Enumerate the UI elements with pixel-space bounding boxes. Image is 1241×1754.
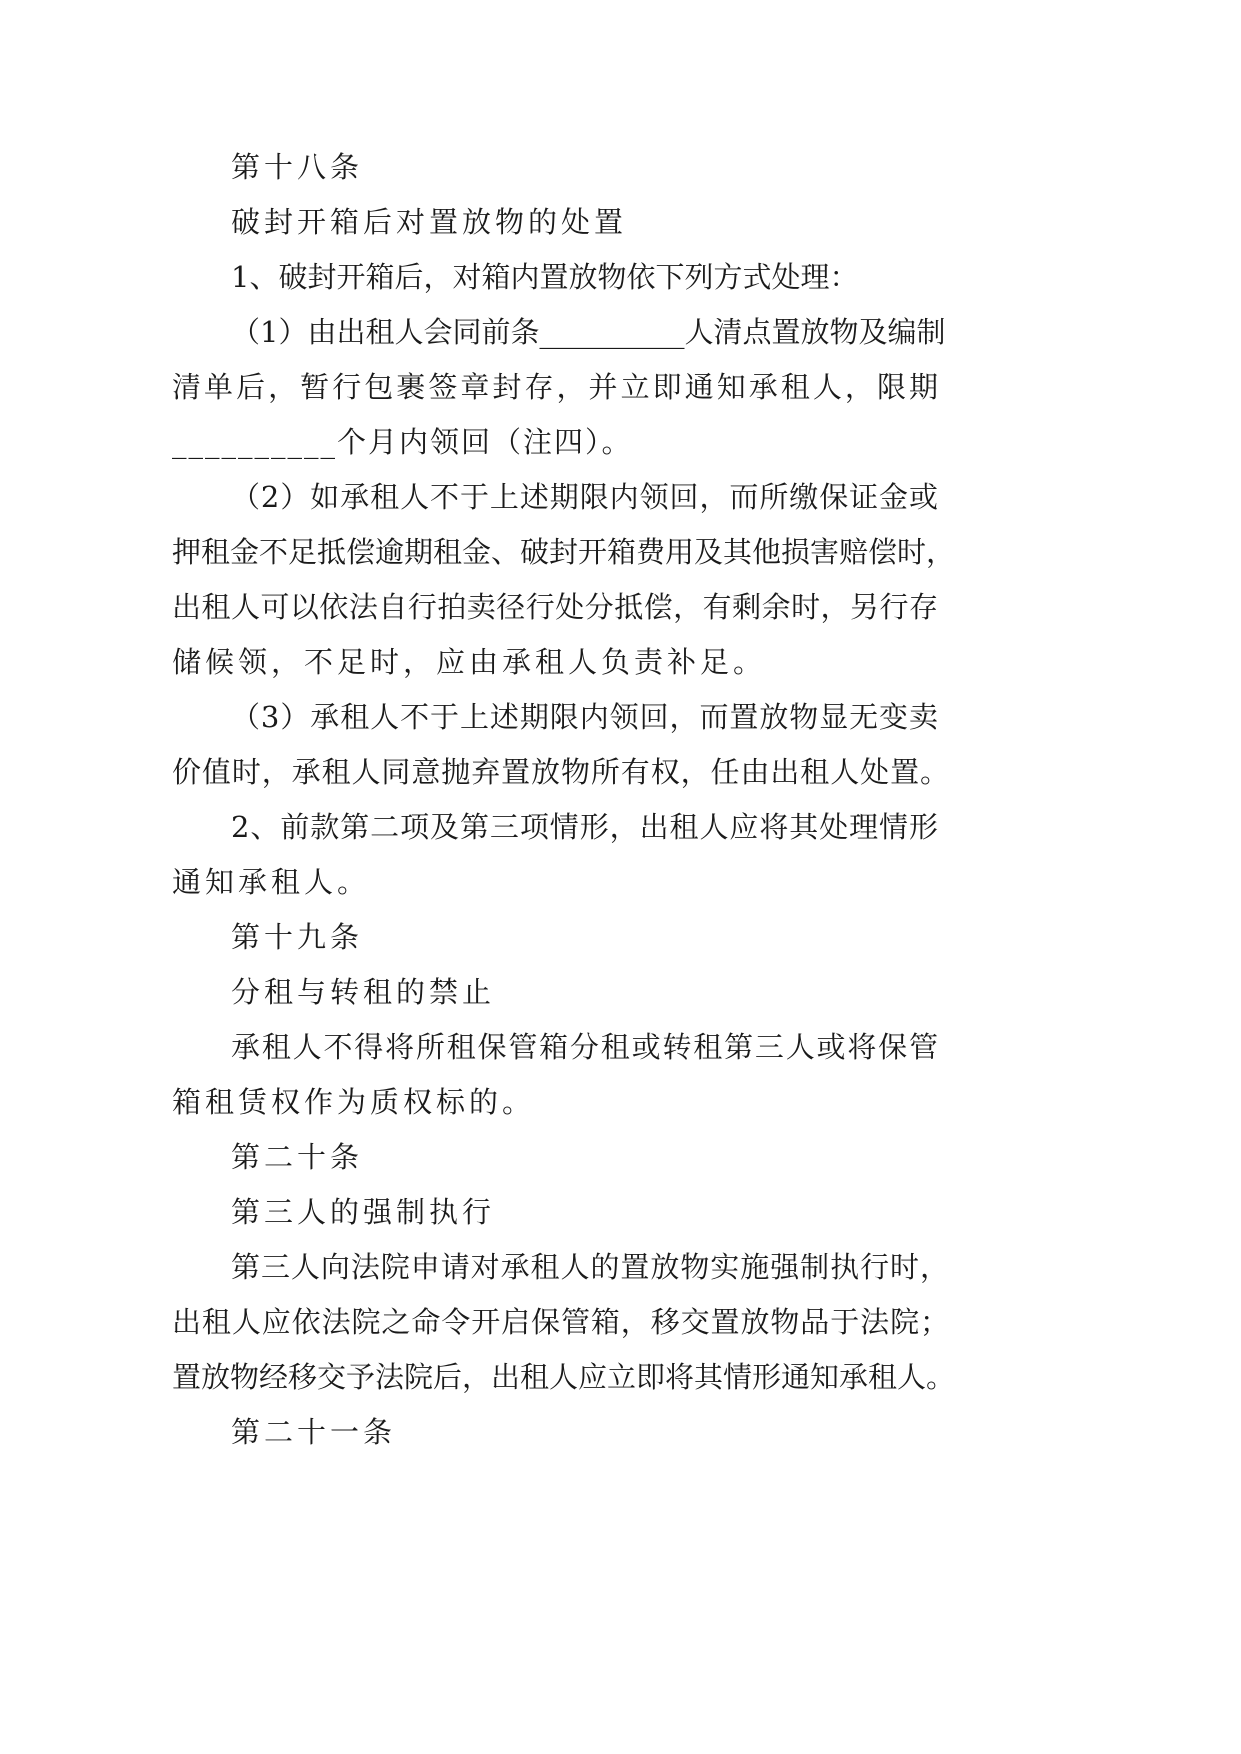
- paragraph-line: 押租金不足抵偿逾期租金、破封开箱费用及其他损害赔偿时，: [172, 535, 956, 569]
- paragraph-line: （3）承租人不于上述期限内领回，而置放物显无变卖: [231, 700, 938, 734]
- paragraph-line: 通知承租人。: [172, 865, 371, 899]
- article-19-heading: 第十九条: [231, 920, 364, 954]
- paragraph-line: 价值时，承租人同意抛弃置放物所有权，任由出租人处置。: [172, 755, 949, 789]
- paragraph-line: 第三人向法院申请对承租人的置放物实施强制执行时，: [231, 1250, 949, 1284]
- paragraph-line: 2、前款第二项及第三项情形，出租人应将其处理情形: [231, 810, 938, 844]
- article-18-heading: 第十八条: [231, 150, 364, 184]
- article-19-title: 分租与转租的禁止: [231, 975, 496, 1009]
- paragraph-line: 承租人不得将所租保管箱分租或转租第三人或将保管: [231, 1030, 938, 1064]
- paragraph-line: （2）如承租人不于上述期限内领回，而所缴保证金或: [231, 480, 938, 514]
- paragraph-line: 置放物经移交予法院后，出租人应立即将其情形通知承租人。: [172, 1360, 956, 1394]
- paragraph-line: 储候领，不足时，应由承租人负责补足。: [172, 645, 767, 679]
- paragraph-line: 清单后，暂行包裹签章封存，并立即通知承租人，限期: [172, 370, 938, 404]
- article-20-heading: 第二十条: [231, 1140, 364, 1174]
- paragraph-line: __________个月内领回（注四）。: [172, 425, 633, 459]
- paragraph-line: 1、破封开箱后，对箱内置放物依下列方式处理：: [231, 260, 859, 294]
- article-20-title: 第三人的强制执行: [231, 1195, 496, 1229]
- article-21-heading: 第二十一条: [231, 1415, 397, 1449]
- paragraph-line: 出租人可以依法自行拍卖径行处分抵偿，有剩余时，另行存: [172, 590, 938, 624]
- paragraph-line: 箱租赁权作为质权标的。: [172, 1085, 536, 1119]
- paragraph-line: （1）由出租人会同前条__________人清点置放物及编制: [231, 315, 946, 349]
- paragraph-line: 出租人应依法院之命令开启保管箱，移交置放物品于法院；: [172, 1305, 949, 1339]
- article-18-title: 破封开箱后对置放物的处置: [231, 205, 628, 239]
